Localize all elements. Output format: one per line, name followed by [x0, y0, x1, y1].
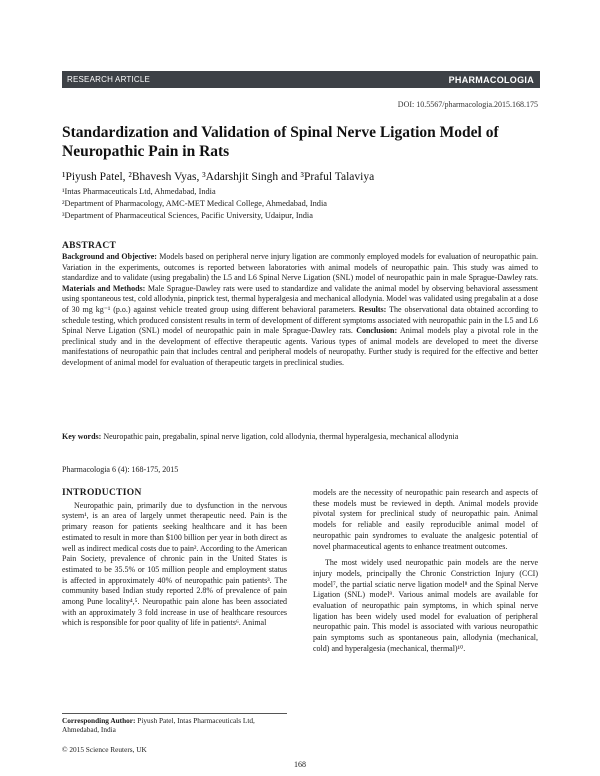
intro-paragraph-2: models are the necessity of neuropathic pain research and aspects of these models must be reviewed in depth. Animal models provide pivotal system for preclinical study of neuropathic pain. Animal models for reliable and easily reproducible animal model of neuropathic pain syndromes to evaluate the analgesic potential of novel pharmaceutical agents to enhance treatment outcomes. [313, 488, 538, 551]
background-text: Models based on peripheral nerve injury ligation are commonly employed models for evaluation of neuropathic pain. Variation in the experiments, outcomes is reported between laboratories with animal models of neuropathic pain. This study was aimed to standardize and to validate (using pregabalin) the L5 and L6 Spinal Nerve Ligation (SNL) model of neuropathic pain in male Sprague-Dawley rats. [62, 252, 538, 283]
affiliation-1: ¹Intas Pharmaceuticals Ltd, Ahmedabad, India [62, 187, 216, 196]
corresponding-text: Piyush Patel, Intas Pharmaceuticals Ltd, Ahmedabad, India [62, 716, 255, 734]
results-text: The observational data obtained according to schedule testing, which produced consistent results in term of development of different symptoms associated with neuropathic pain in the L5 and L6 Spinal Nerve Ligation (SNL) model of neuropathic pain in male Sprague-Dawley rats. [62, 304, 538, 336]
methods-label: Materials and Methods: [62, 283, 146, 293]
results-label: Results: [355, 304, 387, 314]
article-title: Standardization and Validation of Spinal Nerve Ligation Model of Neuropathic Pain in Rats [62, 124, 499, 160]
journal-name: PHARMACOLOGIA [448, 74, 534, 85]
article-type-label: RESEARCH ARTICLE [67, 75, 151, 84]
affiliation-3: ³Department of Pharmaceutical Sciences, Pacific University, Udaipur, India [62, 211, 313, 220]
intro-paragraph-3: The most widely used neuropathic pain models are the nerve injury models, principally the Chronic Constriction Injury (CCI) model⁷, the partial sciatic nerve ligation model⁸ and the Spinal Nerve Ligation (SNL) model⁹. Various animal models are available for evaluation of neuropathic pain symptoms, in which spinal nerve ligation has been widely used model for evaluation of peripheral neuropathic pain. This model is associated with various neuropathic pain symptoms such as spontaneous pain, allodynia (mechanical, cold) and hyperalgesia (mechanical, thermal)¹⁰. [313, 558, 538, 653]
keywords-label: Key words: [62, 432, 102, 441]
introduction-heading: INTRODUCTION [62, 488, 142, 498]
doi-text: DOI: 10.5567/pharmacologia.2015.168.175 [397, 100, 538, 109]
keywords [62, 432, 538, 443]
page-number: 168 [294, 760, 306, 769]
affiliation-2: ²Department of Pharmacology, AMC-MET Medical College, Ahmedabad, India [62, 199, 327, 208]
abstract-body [62, 252, 538, 369]
background-label: Background and Objective: [62, 252, 157, 261]
abstract-heading: ABSTRACT [62, 241, 117, 251]
right-column [313, 488, 538, 661]
author-list: ¹Piyush Patel, ²Bhavesh Vyas, ³Adarshjit Singh and ³Praful Talaviya [62, 171, 375, 183]
footnote-divider [62, 713, 287, 714]
copyright: © 2015 Science Reuters, UK [62, 745, 147, 754]
keywords-text: Neuropathic pain, pregabalin, spinal nerve ligation, cold allodynia, thermal hyperalgesia, mechanical allodynia [101, 432, 459, 441]
left-column [62, 488, 287, 635]
journal-banner [62, 71, 540, 88]
corresponding-author [62, 716, 287, 734]
methods-text: Male Sprague-Dawley rats were used to standardize and validate the animal model by observing behavioral assessment using spontaneous test, cold allodynia, pinprick test, thermal hyperalgesia and mechanical allodynia. Model was validated using pregabalin at a dose of 30 mg kg⁻¹ (p.o.) against vehicle treated group using different behavioral parameters. [62, 283, 539, 314]
citation: Pharmacologia 6 (4): 168-175, 2015 [62, 465, 179, 474]
conclusion-label: Conclusion: [352, 326, 398, 336]
conclusion-text: Animal models play a pivotal role in the preclinical study and in the development of effective therapeutic agents. Various types of animal models are developed to meet the diverse manifestations of neuropathic pain that includes central and peripheral models of neuropathy. Further study is required for the effective and better development of animal model for evaluation of therapeutic targets in preclinical studies. [62, 326, 539, 367]
corresponding-label: Corresponding Author: [62, 716, 136, 725]
intro-paragraph-1: Neuropathic pain, primarily due to dysfunction in the nervous system¹, is an area of largely unmet therapeutic need. Pain is the primary reason for patients seeking healthcare and it has been estimated to result in more than $100 billion per year in both direct as well as indirect medical costs due to pain². According to the American Pain Society, prevalence of chronic pain in the United States is estimated to be 35.5% or 105 million people and employment status is affected in approximately 40% of neuropathic pain patients³. The community based Indian study reported 2.8% of prevalence of pain among Pune locality⁴,⁵. Neuropathic pain alone has been associated with an approximately 3 fold increase in use of healthcare resources which is responsible for poor quality of life in patients⁶. Animal [62, 500, 287, 628]
